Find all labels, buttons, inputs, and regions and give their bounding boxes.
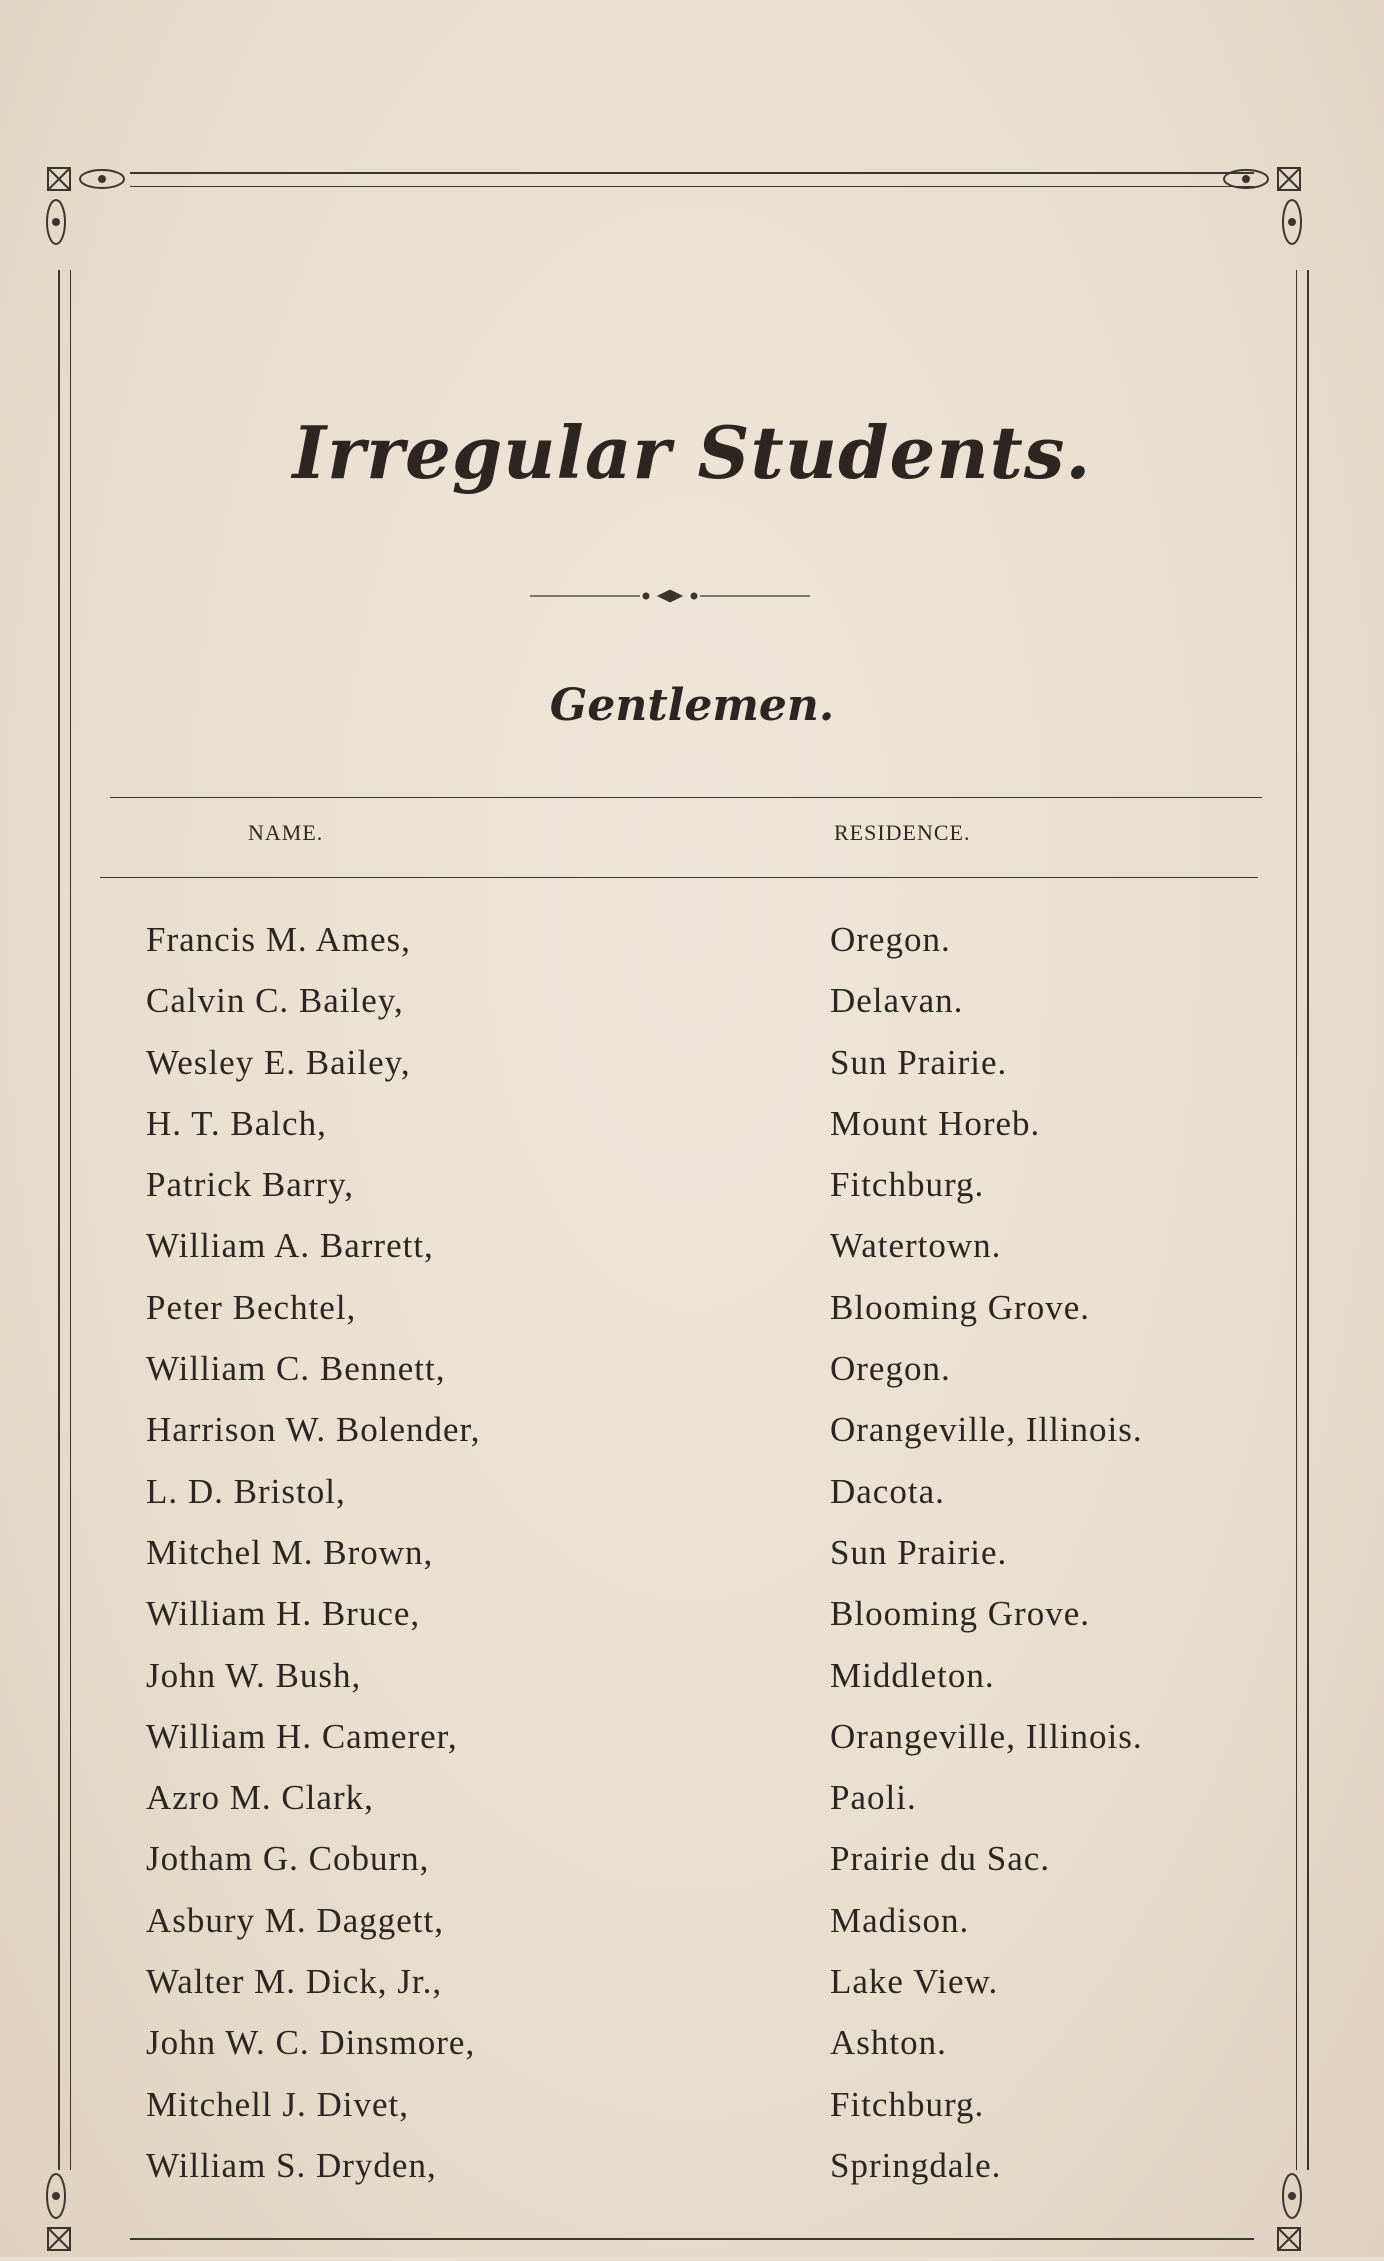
student-residence: Orangeville, Illinois.: [830, 1410, 1143, 1450]
table-row: [0, 1226, 1384, 1287]
student-residence: Orangeville, Illinois.: [830, 1716, 1143, 1756]
student-name: William C. Bennett,: [146, 1349, 446, 1389]
student-name: Patrick Barry,: [146, 1165, 355, 1205]
student-residence: Madison.: [830, 1900, 970, 1940]
student-residence: Lake View.: [830, 1962, 999, 2002]
section-subtitle: Gentlemen.: [549, 680, 835, 731]
student-residence: Ashton.: [830, 2023, 947, 2063]
corner-ornament-icon: [1216, 162, 1306, 252]
student-name: William H. Camerer,: [146, 1716, 458, 1756]
student-list: [0, 920, 1384, 2207]
student-name: Francis M. Ames,: [146, 920, 411, 959]
table-row: [0, 1288, 1384, 1349]
table-row: [0, 1594, 1384, 1655]
column-header-residence: RESIDENCE.: [834, 820, 971, 845]
student-name: H. T. Balch,: [146, 1103, 327, 1143]
student-residence: Sun Prairie.: [830, 1532, 1008, 1572]
table-row: [0, 1717, 1384, 1778]
student-residence: Blooming Grove.: [830, 1287, 1090, 1327]
frame-top-border: [130, 172, 1254, 187]
table-row: [0, 920, 1384, 981]
student-residence: Blooming Grove.: [830, 1594, 1090, 1634]
table-row: [0, 1533, 1384, 1594]
table-row: [0, 1104, 1384, 1165]
student-residence: Dacota.: [830, 1471, 945, 1511]
student-name: William H. Bruce,: [146, 1594, 421, 1634]
table-row: [0, 1472, 1384, 1533]
student-residence: Watertown.: [830, 1226, 1002, 1266]
student-name: William S. Dryden,: [146, 2145, 437, 2185]
student-name: John W. Bush,: [146, 1655, 362, 1695]
student-name: Azro M. Clark,: [146, 1778, 374, 1818]
student-residence: Springdale.: [830, 2145, 1002, 2185]
student-residence: Middleton.: [830, 1655, 995, 1695]
student-residence: Delavan.: [830, 981, 964, 1021]
student-name: Peter Bechtel,: [146, 1287, 357, 1327]
student-residence: Mount Horeb.: [830, 1103, 1041, 1143]
table-rule-top: [110, 797, 1262, 798]
table-row: [0, 1165, 1384, 1226]
table-row: [0, 1410, 1384, 1471]
table-row: [0, 1839, 1384, 1900]
student-residence: Fitchburg.: [830, 2084, 985, 2124]
table-row: [0, 1656, 1384, 1717]
column-header-name: NAME.: [248, 820, 324, 845]
student-name: Mitchell J. Divet,: [146, 2084, 409, 2124]
table-row: [0, 1778, 1384, 1839]
student-name: Walter M. Dick, Jr.,: [146, 1962, 443, 2002]
table-row: [0, 1962, 1384, 2023]
student-name: Wesley E. Bailey,: [146, 1042, 411, 1082]
student-residence: Sun Prairie.: [830, 1042, 1008, 1082]
student-residence: Paoli.: [830, 1778, 917, 1818]
student-residence: Oregon.: [830, 920, 951, 959]
table-row: [0, 1901, 1384, 1962]
student-name: L. D. Bristol,: [146, 1471, 346, 1511]
student-residence: Oregon.: [830, 1349, 951, 1389]
student-name: William A. Barrett,: [146, 1226, 434, 1266]
table-row: [0, 1043, 1384, 1104]
student-name: Calvin C. Bailey,: [146, 981, 404, 1021]
frame-bottom-border: [130, 2238, 1254, 2250]
page-title: Irregular Students.: [292, 410, 1092, 495]
student-residence: Prairie du Sac.: [830, 1839, 1051, 1879]
corner-ornament-icon: [42, 162, 132, 252]
table-row: [0, 2023, 1384, 2084]
table-row: [0, 2085, 1384, 2146]
student-name: Jotham G. Coburn,: [146, 1839, 430, 1879]
student-name: Harrison W. Bolender,: [146, 1410, 481, 1450]
student-name: John W. C. Dinsmore,: [146, 2023, 476, 2063]
student-residence: Fitchburg.: [830, 1165, 985, 1205]
student-name: Mitchel M. Brown,: [146, 1532, 434, 1572]
divider-ornament-icon: [530, 586, 810, 606]
student-name: Asbury M. Daggett,: [146, 1900, 444, 1940]
table-row: [0, 981, 1384, 1042]
table-row: [0, 2146, 1384, 2207]
table-row: [0, 1349, 1384, 1410]
table-rule-bottom: [100, 877, 1258, 878]
